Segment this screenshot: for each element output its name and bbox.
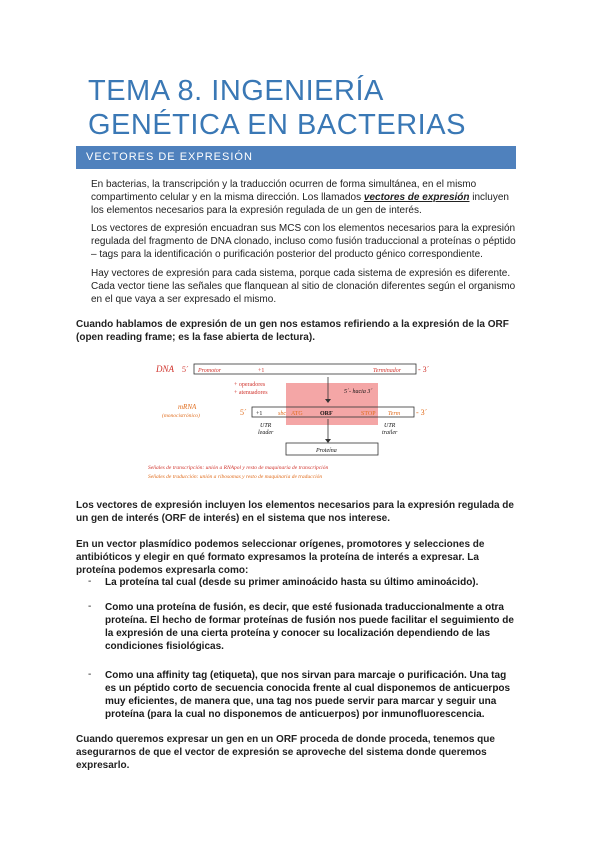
protein-label: Proteína	[316, 448, 337, 454]
paragraph-6: En un vector plasmídico podemos seleccionar orígenes, promotores y selecciones de antibióticos y elegir en qué formato expresamos la proteína de interés a expresar. La proteína podemos expresarla como:	[76, 539, 485, 576]
page-title: TEMA 8. INGENIERÍA GENÉTICA EN BACTERIAS	[88, 75, 466, 141]
mrna-term-label: Term	[388, 411, 401, 417]
stop-label: STOP	[361, 411, 376, 417]
section-heading: VECTORES DE EXPRESIÓN	[76, 146, 516, 169]
mrna-3prime: - 3´	[416, 408, 428, 417]
bullet-item-2: Como una proteína de fusión, es decir, que esté fusionada traduccionalmente a otra proteína. El hecho de formar proteínas de fusión nos puede facilitar el seguimiento de la expresión de una cierta proteína y conocer su localización dependiendo de las condiciones fisiológicas.	[105, 602, 514, 652]
legend-translation: Señales de traducción: unión a ribosomas y resto de maquinaria de traducción	[148, 474, 323, 480]
paragraph-7: Cuando queremos expresar un gen en un ORF proceda de donde proceda, tenemos que asegurarnos de que el vector de expresión se aproveche del sistema donde queremos expresarlo.	[76, 734, 495, 771]
bullet-item-1: La proteína tal cual (desde su primer aminoácido hasta su último aminoácido).	[105, 577, 479, 588]
terminator-label: Terminador	[373, 368, 402, 374]
bullet-dash-2: -	[88, 601, 92, 612]
promoter-label: Promotor	[198, 368, 222, 374]
plus-one-label: +1	[258, 368, 265, 374]
paragraph-4: Cuando hablamos de expresión de un gen nos estamos refiriendo a la expresión de la ORF (open reading frame; es la fase abierta de lectura).	[76, 319, 509, 343]
mrna-label: mRNA	[178, 403, 197, 411]
arrow-head-2	[325, 439, 331, 443]
mrna-sub-label: (monocistrónico)	[162, 413, 200, 419]
utr-leader-1: UTR	[260, 423, 272, 429]
utr-trailer-1: UTR	[384, 423, 396, 429]
utr-trailer-2: trailer	[382, 430, 398, 436]
bullet-item-3: Como una affinity tag (etiqueta), que nos sirvan para marcaje o purificación. Una tag es un péptido corto de secuencia conocida frente al cual disponemos de anticuerpos muy eficientes, de manera que, una tag nos puede servir para marcar y seguir una proteína (para la cual no disponemos de anticuerpos) por inmunofluorescencia.	[105, 670, 511, 720]
dna-5prime: 5´	[182, 365, 189, 374]
orf-label: ORF	[320, 411, 333, 417]
paragraph-1	[91, 178, 517, 217]
dna-3prime: - 3´	[418, 365, 430, 374]
legend-transcription: Señales de transcripción: unión a RNApol y resto de maquinaria de transcripción	[148, 465, 329, 471]
dna-label: DNA	[156, 364, 174, 374]
paragraph-3: Hay vectores de expresión para cada sistema, porque cada sistema de expresión es diferente. Cada vector tiene las señales que flanquean al sitio de clonación diferentes según el organismo en el que vaya a ser expresado el mismo.	[91, 268, 516, 305]
direction-label: 5´- hacia 3´	[344, 389, 373, 395]
paragraph-2: Los vectores de expresión encuadran sus MCS con los elementos necesarios para la expresión regulada del fragmento de DNA clonado, incluso como fusión traduccional a proteínas o péptido – tags para la identificación o purificación posterior del producto génico correspondiente.	[91, 223, 516, 260]
utr-leader-2: leader	[258, 430, 274, 436]
atg-label: ATG	[291, 411, 303, 417]
bullet-dash-3: -	[88, 669, 92, 680]
paragraph-1-text-a: En bacterias, la transcripción y la traducción ocurren de forma simultánea, en el mismo compartimento celular y en la misma dirección. Los llamados	[91, 179, 477, 203]
paragraph-1-text-b: incluyen los elementos necesarios para la expresión regulada de un gen de interés.	[91, 192, 509, 216]
rbs-label: sbc	[278, 411, 286, 417]
operators-label: + operadores	[234, 382, 266, 388]
expression-diagram	[148, 357, 448, 487]
paragraph-5: Los vectores de expresión incluyen los elementos necesarios para la expresión regulada de un gen de interés (ORF de interés) en el sistema que nos interese.	[76, 500, 514, 524]
mrna-5prime: 5´	[240, 408, 247, 417]
paragraph-1-emphasis: vectores de expresión	[363, 192, 470, 203]
bullet-dash-1: -	[88, 576, 92, 587]
enhancers-label: + atenuadores	[234, 390, 268, 396]
mrna-plus-one: +1	[256, 411, 263, 417]
